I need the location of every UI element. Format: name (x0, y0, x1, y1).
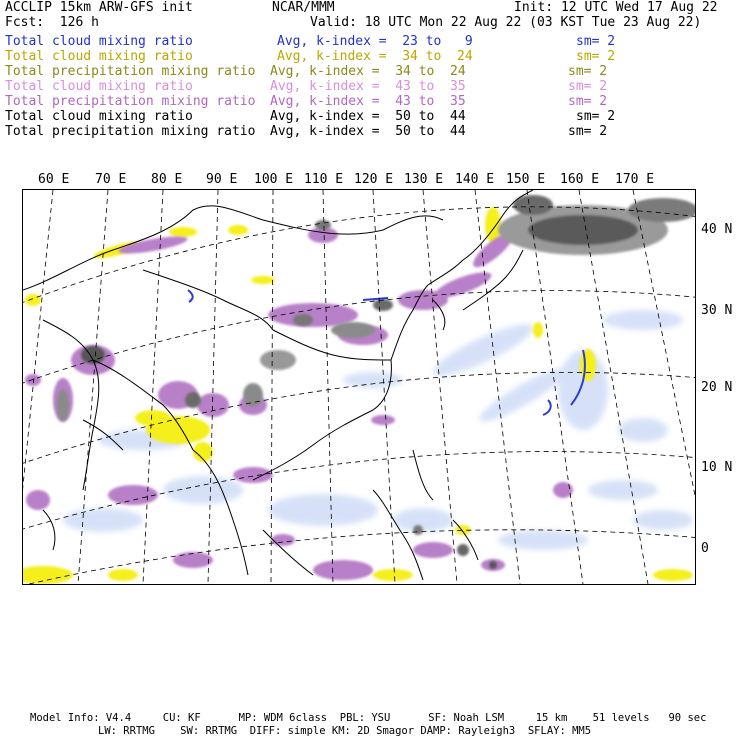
lon-label-90e: 90 E (206, 172, 238, 187)
lon-label-150e: 150 E (506, 172, 546, 187)
field-avg-range: Avg, k-index = 43 to 35 (270, 79, 466, 94)
field-name: Total cloud mixing ratio (5, 79, 193, 94)
lat-label-30n: 30 N (701, 303, 733, 318)
field-avg-range: Avg, k-index = 34 to 24 (277, 49, 473, 64)
field-avg-range: Avg, k-index = 23 to 9 (277, 34, 473, 49)
forecast-hour: Fcst: 126 h (5, 15, 99, 30)
field-name: Total cloud mixing ratio (5, 34, 193, 49)
init-time: Init: 12 UTC Wed 17 Aug 22 (514, 0, 718, 15)
field-avg-range: Avg, k-index = 50 to 44 (270, 109, 466, 124)
field-smoothing: sm= 2 (576, 109, 616, 124)
forecast-map (22, 189, 696, 585)
valid-time: Valid: 18 UTC Mon 22 Aug 22 (03 KST Tue 23 Aug 22) (310, 15, 702, 30)
title-left: ACCLIP 15km ARW-GFS init (5, 0, 193, 15)
field-name: Total precipitation mixing ratio (5, 94, 256, 109)
field-avg-range: Avg, k-index = 43 to 35 (270, 94, 466, 109)
lon-label-110e: 110 E (304, 172, 344, 187)
field-avg-range: Avg, k-index = 50 to 44 (270, 124, 466, 139)
field-smoothing: sm= 2 (568, 94, 608, 109)
field-avg-range: Avg, k-index = 34 to 24 (270, 64, 466, 79)
map-canvas (23, 190, 695, 584)
lon-label-140e: 140 E (455, 172, 495, 187)
field-smoothing: sm= 2 (576, 49, 616, 64)
field-name: Total precipitation mixing ratio (5, 64, 256, 79)
lon-label-80e: 80 E (151, 172, 183, 187)
lon-label-100e: 100 E (254, 172, 294, 187)
field-name: Total cloud mixing ratio (5, 49, 193, 64)
lon-label-130e: 130 E (404, 172, 444, 187)
field-smoothing: sm= 2 (576, 34, 616, 49)
lon-label-70e: 70 E (95, 172, 127, 187)
lon-label-120e: 120 E (354, 172, 394, 187)
lon-label-60e: 60 E (38, 172, 70, 187)
lat-label-40n: 40 N (701, 222, 733, 237)
lon-label-170e: 170 E (615, 172, 655, 187)
lat-label-20n: 20 N (701, 380, 733, 395)
footer-model-info: Model Info: V4.4 CU: KF MP: WDM 6class PBL: YSU SF: Noah LSM 15 km 51 levels 90 sec (30, 712, 707, 724)
footer-physics: LW: RRTMG SW: RRTMG DIFF: simple KM: 2D Smagor DAMP: Rayleigh3 SFLAY: MM5 (98, 725, 592, 737)
lat-label-0: 0 (701, 541, 709, 556)
field-smoothing: sm= 2 (568, 124, 608, 139)
lon-label-160e: 160 E (560, 172, 600, 187)
field-smoothing: sm= 2 (568, 79, 608, 94)
title-center: NCAR/MMM (272, 0, 335, 15)
lat-label-10n: 10 N (701, 460, 733, 475)
field-smoothing: sm= 2 (568, 64, 608, 79)
field-name: Total precipitation mixing ratio (5, 124, 256, 139)
field-name: Total cloud mixing ratio (5, 109, 193, 124)
